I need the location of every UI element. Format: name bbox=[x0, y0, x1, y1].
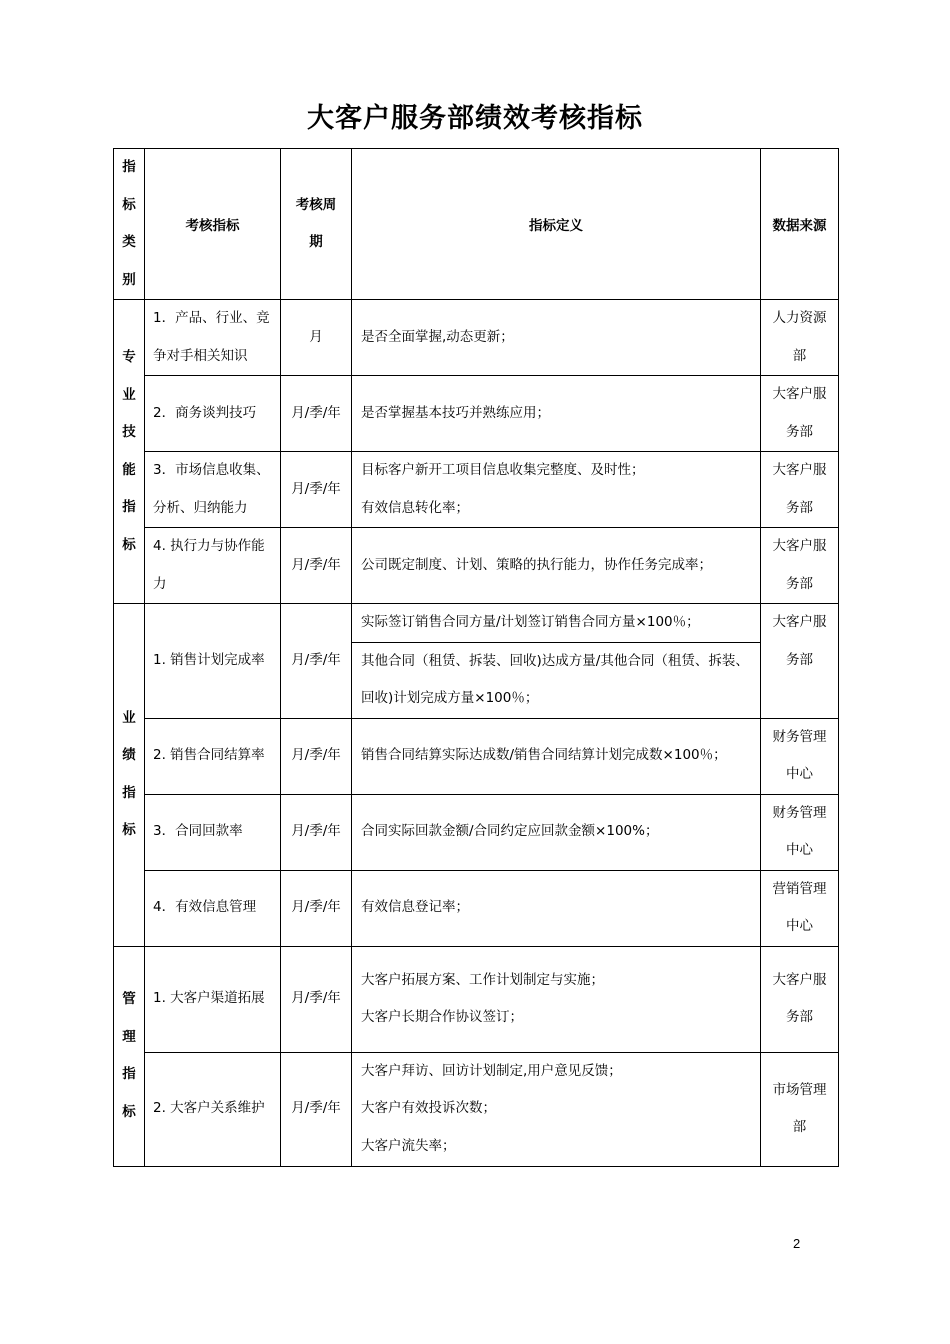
table-row bbox=[114, 604, 839, 719]
definition-cell: 目标客户新开工项目信息收集完整度、及时性； 有效信息转化率； bbox=[352, 452, 761, 528]
table-row bbox=[114, 870, 839, 946]
source-cell: 大客户服 务部 bbox=[761, 946, 839, 1052]
definition-cell: 有效信息登记率； bbox=[352, 870, 761, 946]
period-cell: 月/季/年 bbox=[281, 946, 352, 1052]
table-row bbox=[114, 718, 839, 794]
source-cell: 大客户服 务部 bbox=[761, 376, 839, 452]
definition-part: 实际签订销售合同方量/计划签订销售合同方量×100％； bbox=[361, 614, 700, 630]
period-cell: 月/季/年 bbox=[281, 604, 352, 719]
definition-cell: 公司既定制度、计划、策略的执行能力，协作任务完成率； bbox=[352, 528, 761, 604]
table-row bbox=[114, 1052, 839, 1166]
source-cell: 大客户服 务部 bbox=[761, 452, 839, 528]
table-row bbox=[114, 946, 839, 1052]
period-cell: 月/季/年 bbox=[281, 794, 352, 870]
category-professional-skills: 专 业 技 能 指 标 bbox=[114, 300, 145, 604]
header-definition: 指标定义 bbox=[352, 149, 761, 300]
indicator-cell: 1. 大客户渠道拓展 bbox=[145, 946, 281, 1052]
category-performance: 业 绩 指 标 bbox=[114, 604, 145, 947]
table-header-row bbox=[114, 149, 839, 300]
indicator-cell: 3．市场信息收集、 分析、归纳能力 bbox=[145, 452, 281, 528]
table-row bbox=[114, 376, 839, 452]
indicator-cell: 4．有效信息管理 bbox=[145, 870, 281, 946]
indicator-cell: 2．商务谈判技巧 bbox=[145, 376, 281, 452]
indicator-cell: 2. 销售合同结算率 bbox=[145, 718, 281, 794]
definition-cell: 是否全面掌握,动态更新； bbox=[352, 300, 761, 376]
period-cell: 月/季/年 bbox=[281, 376, 352, 452]
source-cell: 市场管理 部 bbox=[761, 1052, 839, 1166]
period-cell: 月 bbox=[281, 300, 352, 376]
page-number: 2 bbox=[793, 1236, 801, 1251]
category-management: 管 理 指 标 bbox=[114, 946, 145, 1166]
period-cell: 月/季/年 bbox=[281, 718, 352, 794]
document-title: 大客户服务部绩效考核指标 bbox=[307, 103, 643, 134]
source-cell: 财务管理 中心 bbox=[761, 794, 839, 870]
indicator-cell: 1．产品、行业、竞 争对手相关知识 bbox=[145, 300, 281, 376]
header-data-source: 数据来源 bbox=[761, 149, 839, 300]
period-cell: 月/季/年 bbox=[281, 452, 352, 528]
indicator-cell: 1. 销售计划完成率 bbox=[145, 604, 281, 719]
source-cell: 大客户服 务部 bbox=[761, 604, 839, 719]
definition-cell bbox=[352, 604, 761, 719]
table-row bbox=[114, 528, 839, 604]
source-cell: 人力资源 部 bbox=[761, 300, 839, 376]
table-row bbox=[114, 300, 839, 376]
period-cell: 月/季/年 bbox=[281, 870, 352, 946]
indicator-cell: 4. 执行力与协作能 力 bbox=[145, 528, 281, 604]
definition-cell: 大客户拓展方案、工作计划制定与实施； 大客户长期合作协议签订； bbox=[352, 946, 761, 1052]
source-cell: 营销管理 中心 bbox=[761, 870, 839, 946]
indicator-cell: 2. 大客户关系维护 bbox=[145, 1052, 281, 1166]
source-cell: 大客户服 务部 bbox=[761, 528, 839, 604]
definition-cell: 销售合同结算实际达成数/销售合同结算计划完成数×100％； bbox=[352, 718, 761, 794]
performance-indicator-table bbox=[113, 148, 839, 1167]
header-indicator: 考核指标 bbox=[145, 149, 281, 300]
definition-cell: 大客户拜访、回访计划制定,用户意见反馈； 大客户有效投诉次数； 大客户流失率； bbox=[352, 1052, 761, 1166]
table-row bbox=[114, 452, 839, 528]
indicator-cell: 3．合同回款率 bbox=[145, 794, 281, 870]
definition-cell: 合同实际回款金额/合同约定应回款金额×100%； bbox=[352, 794, 761, 870]
period-cell: 月/季/年 bbox=[281, 528, 352, 604]
definition-part: 其他合同（租赁、拆装、回收)达成方量/其他合同（租赁、拆装、 回收)计划完成方量×100％； bbox=[352, 642, 760, 718]
definition-cell: 是否掌握基本技巧并熟练应用； bbox=[352, 376, 761, 452]
header-period: 考核周 期 bbox=[281, 149, 352, 300]
period-cell: 月/季/年 bbox=[281, 1052, 352, 1166]
header-indicator-category: 指 标 类 别 bbox=[114, 149, 145, 300]
source-cell: 财务管理 中心 bbox=[761, 718, 839, 794]
table-row bbox=[114, 794, 839, 870]
